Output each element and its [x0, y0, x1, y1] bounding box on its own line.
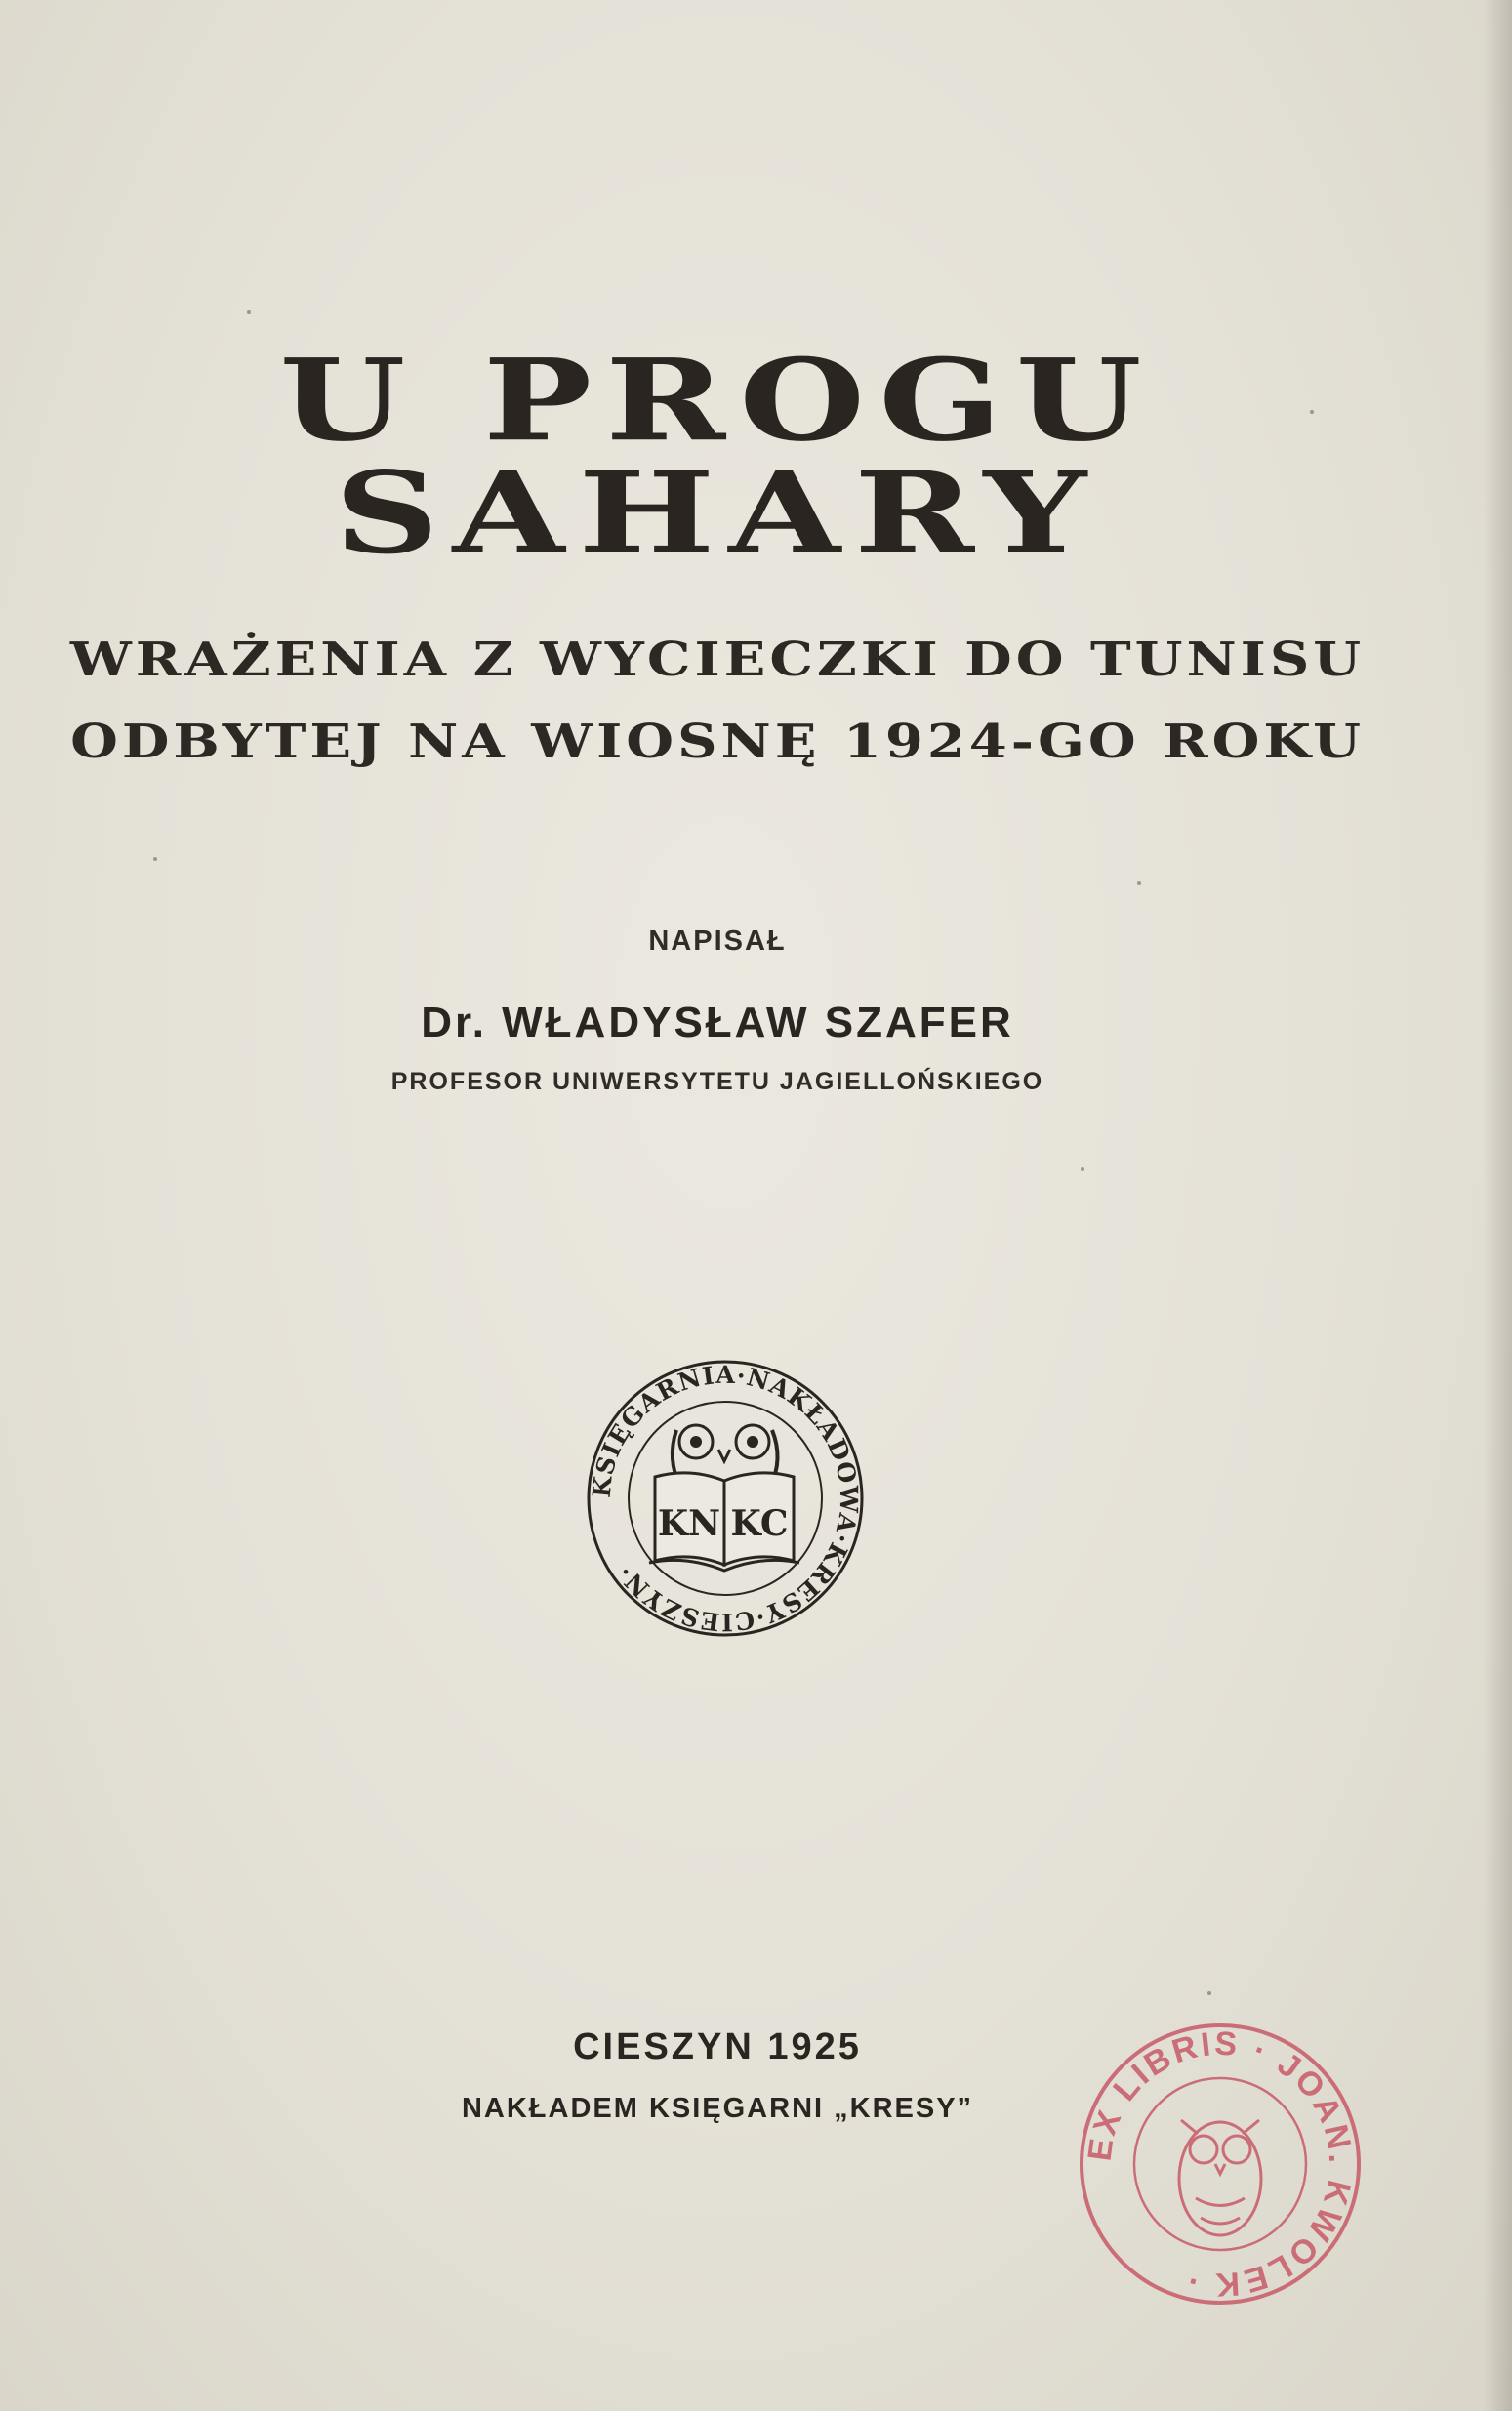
author-name: Dr. WŁADYSŁAW SZAFER — [421, 999, 1014, 1046]
paper-speck — [1081, 1167, 1084, 1171]
owl-stamp-icon — [1179, 2120, 1261, 2235]
emblem-monogram-left: KN — [657, 1503, 721, 1544]
imprint-publisher: NAKŁADEM KSIĘGARNI „KRESY” — [461, 2093, 974, 2124]
paper-speck — [153, 857, 157, 861]
publisher-emblem — [579, 1352, 872, 1645]
subtitle-line-2: ODBYTEJ NA WIOSNĘ 1924-GO ROKU — [70, 714, 1365, 769]
paper-speck — [1137, 881, 1141, 885]
imprint-place-year: CIESZYN 1925 — [573, 2026, 862, 2067]
paper-speck — [1207, 1991, 1211, 1995]
byline-label: NAPISAŁ — [648, 925, 787, 957]
book-title: U PROGU SAHARY — [279, 333, 1156, 580]
emblem-monogram-right: KC — [730, 1503, 789, 1544]
emblem-ring-text: KSIĘGARNIA·NAKŁADOWA·KRESY·CIESZYN· — [587, 1360, 864, 1637]
author-affiliation: PROFESOR UNIWERSYTETU JAGIELLOŃSKIEGO — [390, 1068, 1044, 1095]
subtitle-line-1: WRAŻENIA Z WYCIECZKI DO TUNISU — [69, 632, 1366, 687]
stamp-ring-text: EX LIBRIS · JOAN. KWOLEK · — [1081, 2024, 1360, 2304]
page-edge-shadow — [1483, 0, 1512, 2411]
paper-speck — [247, 310, 251, 314]
owl-book-emblem-icon — [649, 1425, 799, 1571]
ex-libris-stamp — [1069, 2013, 1371, 2315]
